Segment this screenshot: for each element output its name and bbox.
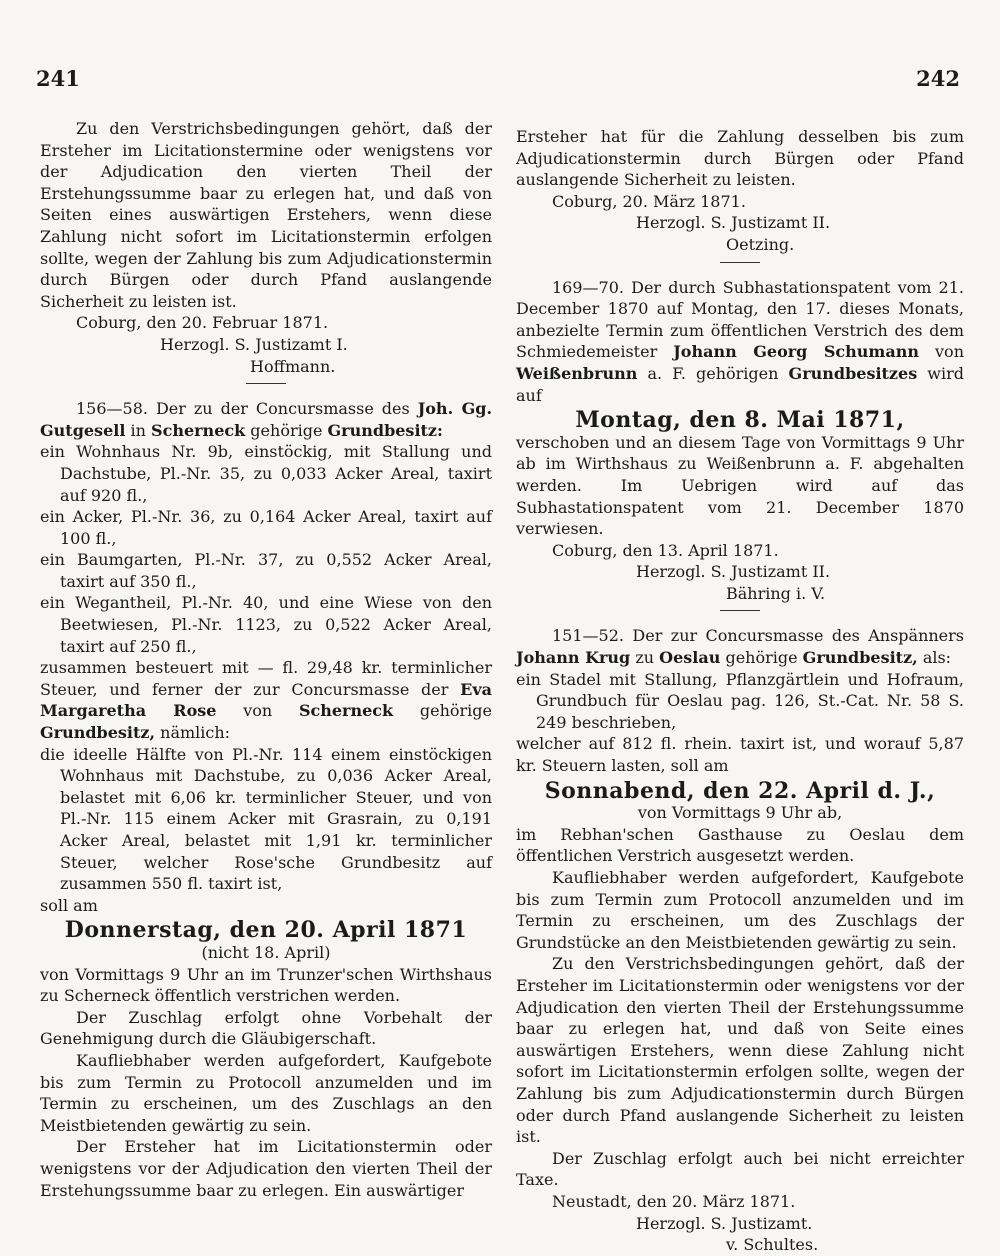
notice-b-in: in bbox=[130, 420, 146, 440]
notice-b-soll: soll am bbox=[40, 895, 98, 915]
notice-e-conditions: Zu den Verstrichsbedingungen gehört, daß der Ersteher im Licitationstermin oder wenigstens vor der Adjudication den vierten Theil der Erstehungssumme baar zu erlegen hat, und daß von Seite eines auswärtigen Erstehers, wenn diese Zahlung nicht sofort im Licitationstermin erfolgen sollte, wegen der Zahlung bis zum Adjudicationstermin durch Bürgen oder durch Pfand auslangende Sicherheit zu leisten ist. bbox=[516, 954, 964, 1147]
notice-e-welcher: welcher auf 812 fl. rhein. taxirt ist, und worauf 5,87 kr. Steuern lasten, soll am bbox=[516, 734, 964, 776]
separator-rule bbox=[246, 383, 286, 384]
notice-b-body: von Vormittags 9 Uhr an im Trunzer'schen Wirthshaus zu Scherneck öffentlich verstrichen werden. bbox=[40, 964, 492, 1006]
notice-b-total bbox=[40, 657, 492, 743]
notice-b-half: die ideelle Hälfte von Pl.-Nr. 114 einem einstöckigen Wohnhaus mit Dachstube, zu 0,036 Acker Areal, belastet mit 6,06 kr. terminlicher Steuer, und von Pl.-Nr. 115 einem Acker mit Grasrain, zu 0,191 Acker Areal, belastet mit 1,91 kr. terminlicher Steuer, welcher Rose'sche Grundbesitz auf zusammen 550 fl. taxirt ist, bbox=[40, 744, 492, 894]
separator-rule bbox=[720, 262, 760, 263]
notice-b-von: von bbox=[243, 701, 273, 721]
notice-e-place: Oeslau bbox=[659, 648, 721, 668]
notice-c-continuation: Ersteher hat für die Zahlung desselben bis zum Adjudicationstermin durch Bürgen oder Pfand auslangende Sicherheit zu leisten. bbox=[516, 127, 964, 190]
notice-d-signature: Bähring i. V. bbox=[726, 583, 826, 603]
notice-b-gehoerige-2: gehörige bbox=[419, 701, 492, 721]
notice-b-date-note: (nicht 18. April) bbox=[201, 942, 331, 962]
left-column bbox=[40, 118, 492, 1201]
page-number-right: 242 bbox=[916, 66, 960, 91]
notice-d-place-date: Coburg, den 13. April 1871. bbox=[552, 540, 779, 560]
notice-e-date: Sonnabend, den 22. April d. J., bbox=[544, 777, 936, 804]
notice-b-owner: Joh. Gg. Gutgesell bbox=[40, 399, 493, 440]
notice-e-owner: Johann Krug bbox=[516, 648, 631, 668]
notice-e-intro bbox=[516, 625, 964, 668]
notice-e-zuschlag: Der Zuschlag erfolgt auch bei nicht erreichter Taxe. bbox=[516, 1148, 964, 1190]
notice-d-von: von bbox=[935, 342, 964, 362]
notice-b-date: Donnerstag, den 20. April 1871 bbox=[64, 917, 468, 944]
notice-b-total-text: zusammen besteuert mit — fl. 29,48 kr. terminlicher Steuer, und ferner der zur Concursmasse der bbox=[40, 658, 492, 699]
notice-b-place: Scherneck bbox=[151, 420, 246, 440]
notice-b-zuschlag: Der Zuschlag erfolgt ohne Vorbehalt der Genehmigung durch die Gläubigerschaft. bbox=[40, 1007, 492, 1049]
notice-e-grundbesitz: Grundbesitz, bbox=[802, 648, 918, 668]
notice-d-court: Herzogl. S. Justizamt II. bbox=[636, 562, 831, 582]
notice-d-wird: wird auf bbox=[516, 363, 964, 405]
notice-a-place-date: Coburg, den 20. Februar 1871. bbox=[76, 313, 329, 333]
notice-d-gehoerigen: a. F. gehörigen bbox=[647, 363, 779, 383]
notice-e-place-date: Neustadt, den 20. März 1871. bbox=[552, 1191, 796, 1211]
notice-a-signature: Hoffmann. bbox=[250, 356, 336, 376]
notice-e-court: Herzogl. S. Justizamt. bbox=[636, 1213, 813, 1233]
notice-d-place: Weißenbrunn bbox=[516, 363, 638, 383]
notice-b-grundbesitz-2: Grundbesitz, bbox=[40, 723, 156, 743]
notice-d-body: verschoben und an diesem Tage von Vormittags 9 Uhr ab im Wirthshaus zu Weißenbrunn a. F. abgehalten werden. Im Uebrigen wird auf das Subhastationspatent vom 21. December 1870 verwiesen. bbox=[516, 432, 964, 539]
notice-b-ersteher: Der Ersteher hat im Licitationstermin oder wenigstens vor der Adjudication den vierten Theil der Erstehungssumme baar zu erlegen. Ein auswärtiger bbox=[40, 1137, 492, 1200]
notice-a-conditions: Zu den Verstrichsbedingungen gehört, daß der Ersteher im Licitationstermine oder wenigstens vor der Adjudication den vierten Theil der Erstehungssumme baar zu erlegen hat, und daß von Seiten eines auswärtigen Erstehers, wenn diese Zahlung nicht sofort im Licitationstermin erfolgen sollte, wegen der Zahlung bis zum Adjudicationstermin durch Bürgen oder durch Pfand auslangende Sicherheit zu leisten ist. bbox=[40, 119, 492, 311]
notice-b-item-3: ein Baumgarten, Pl.-Nr. 37, zu 0,552 Acker Areal, taxirt auf 350 fl., bbox=[40, 550, 492, 591]
notice-e-als: als: bbox=[922, 648, 952, 668]
notice-b-item-4: ein Wegantheil, Pl.-Nr. 40, und eine Wiese von den Beetwiesen, Pl.-Nr. 1123, zu 0,522 Acker Areal, taxirt auf 250 fl., bbox=[40, 593, 492, 656]
notice-d-grundbesitz: Grundbesitzes bbox=[788, 363, 918, 383]
notice-b-intro bbox=[40, 398, 492, 441]
notice-b-kaufliebhaber: Kaufliebhaber werden aufgefordert, Kaufgebote bis zum Termin zu Protocoll anzumelden und im Termin zu erscheinen, um des Zuschlags an den Meistbietenden gewärtig zu sein. bbox=[40, 1050, 492, 1135]
notice-b-item-2: ein Acker, Pl.-Nr. 36, zu 0,164 Acker Areal, taxirt auf 100 fl., bbox=[40, 507, 492, 548]
notice-c-place-date: Coburg, 20. März 1871. bbox=[552, 191, 746, 211]
separator-rule bbox=[720, 610, 760, 611]
notice-b-naemlich: nämlich: bbox=[160, 723, 231, 743]
notice-d-date: Montag, den 8. Mai 1871, bbox=[575, 407, 905, 434]
notice-e-kaufliebhaber: Kaufliebhaber werden aufgefordert, Kaufgebote bis zum Termin zum Protocoll anzumelden und im Termin zu erscheinen, um des Zuschlags der Grundstücke an den Meistbietenden gewärtig zu sein. bbox=[516, 868, 964, 952]
notice-e-signature: v. Schultes. bbox=[726, 1235, 819, 1255]
notice-d-owner: Johann Georg Schumann bbox=[673, 342, 919, 362]
notice-b-gehoerige: gehörige bbox=[250, 420, 323, 440]
notice-b-place-2: Scherneck bbox=[298, 701, 394, 721]
notice-b-grundbesitz: Grundbesitz: bbox=[327, 420, 443, 440]
notice-b-item-1: ein Wohnhaus Nr. 9b, einstöckig, mit Stallung und Dachstube, Pl.-Nr. 35, zu 0,033 Acker Areal, taxirt auf 920 fl., bbox=[40, 442, 492, 505]
notice-c-signature: Oetzing. bbox=[726, 234, 795, 254]
page-number-left: 241 bbox=[36, 66, 80, 91]
right-column bbox=[516, 126, 964, 1256]
notice-e-item: ein Stadel mit Stallung, Pflanzgärtlein und Hofraum, Grundbuch für Oeslau pag. 126, St.-Cat. Nr. 58 S. 249 beschrieben, bbox=[516, 669, 964, 732]
notice-e-intro-text: 151—52. Der zur Concursmasse des Anspänners bbox=[552, 626, 964, 646]
notice-c-court: Herzogl. S. Justizamt II. bbox=[636, 213, 831, 233]
notice-a-court: Herzogl. S. Justizamt I. bbox=[160, 334, 348, 354]
notice-d-intro bbox=[516, 277, 964, 407]
notice-e-body: im Rebhan'schen Gasthause zu Oeslau dem öffentlichen Verstrich ausgesetzt werden. bbox=[516, 824, 964, 866]
notice-b-owner-2: Eva Margaretha Rose bbox=[40, 679, 492, 721]
notice-d-intro-text: 169—70. Der durch Subhastationspatent vom 21. December 1870 auf Montag, den 17. dieses Monats, anbezielte Termin zum öffentlichen Verstrich des dem Schmiedemeister bbox=[516, 277, 964, 362]
notice-b-intro-text: 156—58. Der zu der Concursmasse des bbox=[76, 399, 410, 419]
notice-e-zu: zu bbox=[635, 648, 655, 668]
notice-e-gehoerige: gehörige bbox=[725, 648, 798, 668]
notice-e-time: von Vormittags 9 Uhr ab, bbox=[637, 803, 843, 823]
